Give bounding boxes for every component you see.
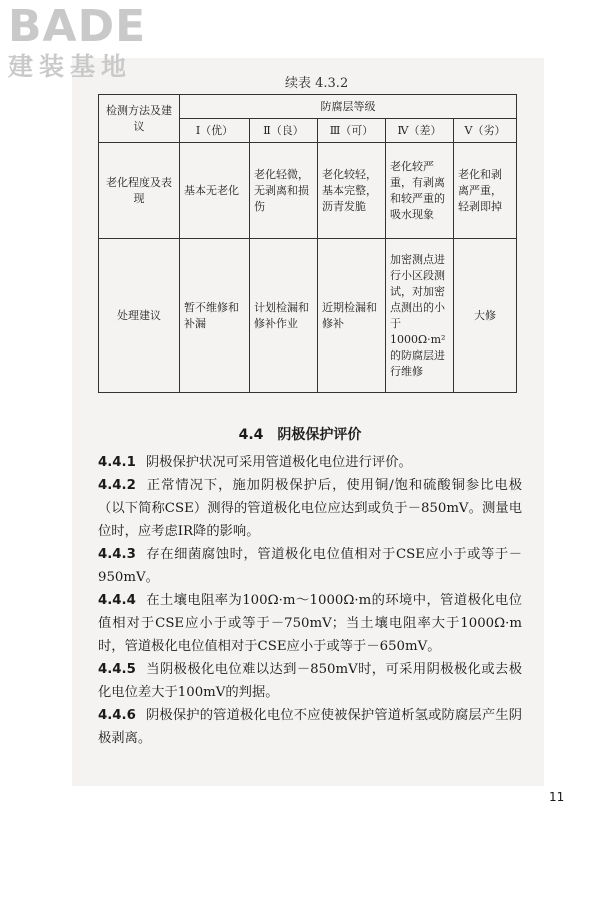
aging-cell-2: 老化轻微，无剥离和损伤 [250, 143, 318, 239]
row-label-treatment: 处理建议 [99, 239, 180, 393]
clause-text: 阴极保护状况可采用管道极化电位进行评价。 [145, 455, 412, 470]
bade-logo [8, 1, 147, 82]
page-number: 11 [549, 790, 565, 804]
section-title: 4.4 阴极保护评价 [238, 427, 362, 443]
clause-paragraph [98, 474, 522, 543]
clause-text: 存在细菌腐蚀时，管道极化电位值相对于CSE应小于或等于－950mV。 [98, 547, 522, 585]
clause-paragraph [98, 543, 522, 589]
clause-text: 当阴极极化电位难以达到－850mV时，可采用阴极极化或去极化电位差大于100mV的判据。 [98, 662, 522, 700]
clause-number: 4.4.6 [98, 708, 136, 723]
coating-grade-table [98, 94, 517, 393]
grade-header-2: Ⅱ（良） [250, 119, 318, 143]
table-row-aging [99, 143, 517, 239]
clause-text: 阴极保护的管道极化电位不应使被保护管道析氢或防腐层产生阴极剥离。 [98, 708, 522, 746]
clause-number: 4.4.5 [98, 662, 136, 677]
clause-text: 在土壤电阻率为100Ω·m～1000Ω·m的环境中，管道极化电位值相对于CSE应小于或等于－750mV；当土壤电阻率大于1000Ω·m时，管道极化电位值相对于CSE应小于或等于－650mV。 [98, 593, 522, 654]
grade-group-header: 防腐层等级 [180, 95, 517, 119]
logo-wordmark: BADE [8, 1, 147, 52]
clause-paragraph [98, 451, 522, 474]
grade-header-3: Ⅲ（可） [318, 119, 386, 143]
table-caption: 续表 4.3.2 [285, 76, 349, 91]
treatment-cell-3: 近期检漏和修补 [318, 239, 386, 393]
treatment-cell-2: 计划检漏和修补作业 [250, 239, 318, 393]
treatment-cell-4: 加密测点进行小区段测试，对加密点测出的小于1000Ω·m²的防腐层进行维修 [386, 239, 454, 393]
table-row-treatment [99, 239, 517, 393]
clause-number: 4.4.2 [98, 478, 136, 493]
clause-number: 4.4.4 [98, 593, 136, 608]
clause-text: 正常情况下，施加阴极保护后，使用铜/饱和硫酸铜参比电极（以下简称CSE）测得的管道极化电位应达到或负于－850mV。测量电位时，应考虑IR降的影响。 [98, 478, 522, 539]
aging-cell-5: 老化和剥离严重，轻剥即掉 [454, 143, 517, 239]
row-label-aging: 老化程度及表现 [99, 143, 180, 239]
treatment-cell-5: 大修 [454, 239, 517, 393]
grade-header-1: Ⅰ（优） [180, 119, 250, 143]
clause-number: 4.4.3 [98, 547, 136, 562]
treatment-cell-1: 暂不维修和补漏 [180, 239, 250, 393]
clause-number: 4.4.1 [98, 455, 136, 470]
clause-paragraph [98, 589, 522, 658]
aging-cell-4: 老化较严重，有剥离和较严重的吸水现象 [386, 143, 454, 239]
clause-paragraph [98, 658, 522, 704]
section-body [98, 451, 522, 750]
method-header: 检测方法及建议 [99, 95, 180, 143]
grade-header-5: Ⅴ（劣） [454, 119, 517, 143]
aging-cell-3: 老化较轻，基本完整，沥青发脆 [318, 143, 386, 239]
grade-header-4: Ⅳ（差） [386, 119, 454, 143]
aging-cell-1: 基本无老化 [180, 143, 250, 239]
clause-paragraph [98, 704, 522, 750]
logo-subtitle: 建装基地 [8, 52, 133, 81]
